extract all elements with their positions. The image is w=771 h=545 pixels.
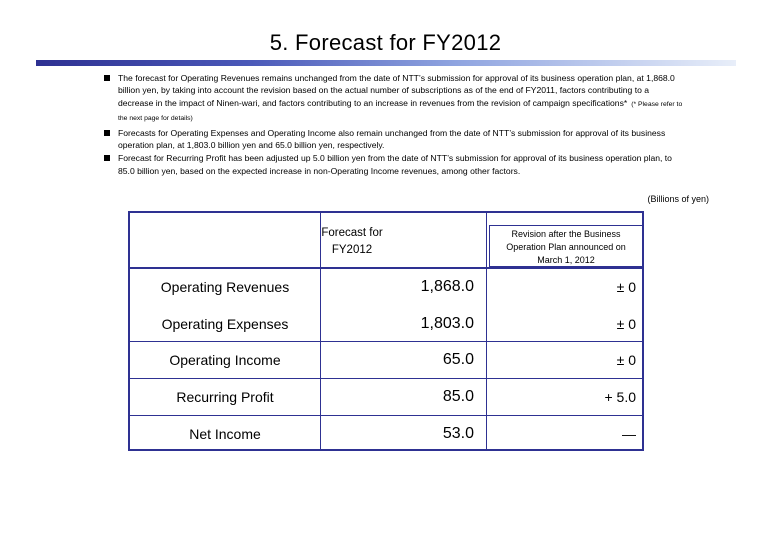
row-label: Net Income: [189, 426, 261, 442]
bullet-list: [104, 72, 684, 178]
header-revision-line3: March 1, 2012: [537, 255, 595, 265]
row-label: Operating Revenues: [160, 279, 290, 295]
forecast-table: [128, 211, 644, 451]
row-revision: ± 0: [616, 352, 636, 368]
row-forecast: 1,868.0: [420, 278, 474, 295]
row-forecast: 65.0: [442, 351, 474, 368]
square-bullet-icon: [104, 75, 110, 81]
bullet-text: Forecasts for Operating Expenses and Operating Income also remain unchanged from the date of NTT’s submission for approval of its business operation plan, at 1,803.0 billion yen and 65.0 billion yen, respectively.: [118, 127, 666, 151]
row-label: Recurring Profit: [176, 389, 274, 405]
table-row: [130, 269, 642, 305]
table-row: [130, 379, 642, 415]
row-revision: ± 0: [616, 316, 636, 332]
title-underline-bar: [36, 60, 736, 66]
header-revision-line1: Revision after the Business: [511, 229, 621, 239]
row-forecast: 1,803.0: [420, 315, 474, 332]
header-forecast-line1: Forecast for: [321, 227, 383, 239]
header-revision-line2: Operation Plan announced on: [506, 242, 626, 252]
header-forecast: [296, 225, 408, 259]
table-row: [130, 306, 642, 342]
header-forecast-line2: FY2012: [331, 244, 373, 256]
square-bullet-icon: [104, 155, 110, 161]
bullet-note: (* Please refer to the next page for details): [118, 100, 683, 123]
row-revision: ± 0: [616, 279, 636, 295]
row-forecast: 53.0: [442, 425, 474, 442]
page-title: 5. Forecast for FY2012: [269, 30, 502, 55]
bullet-item-operating-expenses: [104, 127, 684, 152]
square-bullet-icon: [104, 130, 110, 136]
row-revision: + 5.0: [604, 389, 636, 405]
bullet-item-operating-revenues: [104, 72, 684, 126]
row-revision: —: [622, 426, 636, 442]
bullet-item-recurring-profit: [104, 152, 684, 177]
row-forecast: 85.0: [442, 388, 474, 405]
row-label: Operating Income: [169, 352, 281, 368]
row-label: Operating Expenses: [161, 316, 289, 332]
header-revision: [489, 225, 643, 267]
bullet-text: The forecast for Operating Revenues remains unchanged from the date of NTT’s submission for approval of its business operation plan, at 1,868.0 billion yen, by taking into account the revision based on the actual number of subscriptions as of the end of FY2011, factors contributing to a decrease in the impact of Ninen-wari, and factors contributing to an increase in revenues from the revision of campaign specifications*: [118, 73, 675, 108]
bullet-text: Forecast for Recurring Profit has been adjusted up 5.0 billion yen from the date of NTT’s submission for approval of its business operation plan, to 85.0 billion yen, based on the expected increase in non-Operating Income revenues, among other factors.: [118, 153, 672, 176]
table-row: [130, 342, 642, 378]
unit-label: (Billions of yen): [647, 194, 709, 204]
table-row: [130, 416, 642, 452]
